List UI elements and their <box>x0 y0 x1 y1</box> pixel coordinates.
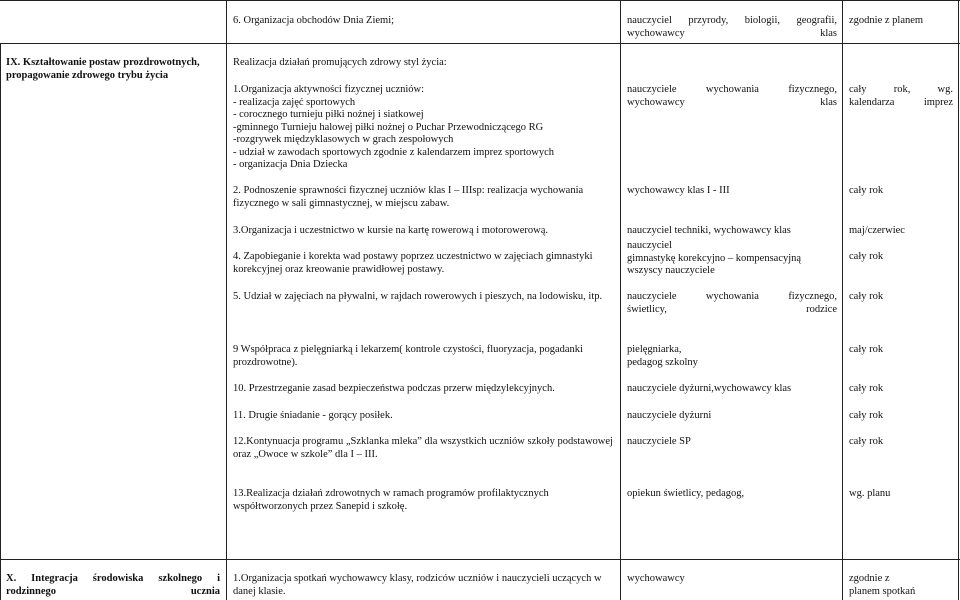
responsible-cell: nauczyciele wychowania fizycznego, świetlicy, rodzice <box>627 291 837 315</box>
term-cell: cały rok <box>849 410 884 421</box>
task-cell: 1.Organizacja spotkań wychowawcy klasy, rodziców uczniów i nauczycieli uczących w danej klasie. <box>233 573 602 597</box>
task-cell: 2. Podnoszenie sprawności fizycznej uczniów klas I – IIIsp: realizacja wychowania fizycznego w sali gimnastycznej, w miejscu zabaw. <box>233 185 584 209</box>
term-cell: wg. planu <box>849 488 891 499</box>
section-header: Realizacja działań promujących zdrowy styl życia: <box>233 57 447 68</box>
term-cell: cały rok <box>849 344 884 355</box>
responsible-cell: nauczyciel przyrody, biologii, geografii, wychowawcy klas <box>627 15 837 39</box>
task-cell: 6. Organizacja obchodów Dnia Ziemi; <box>233 15 395 26</box>
task-cell: 9 Współpraca z pielęgniarką i lekarzem( kontrole czystości, fluoryzacja, pogadanki prozdrowotne). <box>233 344 583 368</box>
responsible-cell: nauczyciel techniki, wychowawcy klas <box>627 225 791 236</box>
term-cell: cały rok <box>849 383 884 394</box>
section-title: X. Integracja środowiska szkolnego i rodzinnego ucznia <box>6 573 220 597</box>
responsible-cell: nauczyciele dyżurni,wychowawcy klas <box>627 383 792 394</box>
term-cell: cały rok <box>849 291 884 302</box>
term-cell: cały rok <box>849 436 884 447</box>
term-cell: maj/czerwiec <box>849 225 905 236</box>
column-divider-2 <box>620 0 621 600</box>
table-border-ix-top <box>0 43 960 44</box>
term-cell: cały rok <box>849 185 884 196</box>
term-cell: cały rok, wg. kalendarza imprez <box>849 84 953 108</box>
responsible-cell: wychowawcy klas I - III <box>627 185 730 196</box>
responsible-cell: nauczyciel gimnastykę korekcyjno – kompensacyjną wszyscy nauczyciele <box>627 240 802 276</box>
term-cell: cały rok <box>849 251 884 262</box>
responsible-cell: nauczyciele SP <box>627 436 691 447</box>
term-cell: zgodnie z planem spotkań <box>849 573 916 597</box>
task-cell: 11. Drugie śniadanie - gorący posiłek. <box>233 410 393 421</box>
column-divider-3 <box>842 0 843 600</box>
table-border-top <box>0 0 960 1</box>
table-border-left <box>0 43 1 600</box>
column-divider-1 <box>226 0 227 600</box>
task-cell: 4. Zapobieganie i korekta wad postawy poprzez uczestnictwo w zajęciach gimnastyki korekcyjnej oraz kreowanie prawidłowej postawy. <box>233 251 593 275</box>
responsible-cell: nauczyciele wychowania fizycznego, wychowawcy klas <box>627 84 837 108</box>
task-cell: 10. Przestrzeganie zasad bezpieczeństwa podczas przerw międzylekcyjnych. <box>233 383 555 394</box>
responsible-cell: pielęgniarka, pedagog szkolny <box>627 344 698 368</box>
term-cell: zgodnie z planem <box>849 15 924 26</box>
task-cell: 13.Realizacja działań zdrowotnych w ramach programów profilaktycznych współtworzonych przez Sanepid i szkołę. <box>233 488 549 512</box>
responsible-cell: nauczyciele dyżurni <box>627 410 712 421</box>
task-cell: 12.Kontynuacja programu „Szklanka mleka” dla wszystkich uczniów szkoły podstawowej oraz „Owoce w szkole” dla I – III. <box>233 436 613 460</box>
section-title: IX. Kształtowanie postaw prozdrowotnych, propagowanie zdrowego trybu życia <box>6 57 200 81</box>
responsible-cell: opiekun świetlicy, pedagog, <box>627 488 745 499</box>
task-cell: 5. Udział w zajęciach na pływalni, w rajdach rowerowych i pieszych, na lodowisku, itp. <box>233 291 603 302</box>
task-cell: 3.Organizacja i uczestnictwo w kursie na kartę rowerową i motorowerową. <box>233 225 548 236</box>
table-border-right <box>958 0 959 600</box>
table-border-x-top <box>0 559 960 560</box>
task-cell: 1.Organizacja aktywności fizycznej uczniów: - realizacja zajęć sportowych - corocznego turnieju piłki nożnej i siatkowej -gminnego Turnieju halowej piłki nożnej o Puchar Przewodniczącego RG -rozgrywek międzyklasowych w grach zespołowych - udział w zawodach sportowych zgodnie z kalendarzem imprez sportowych - organizacja Dnia Dziecka <box>233 84 555 170</box>
responsible-cell: wychowawcy <box>627 573 685 584</box>
